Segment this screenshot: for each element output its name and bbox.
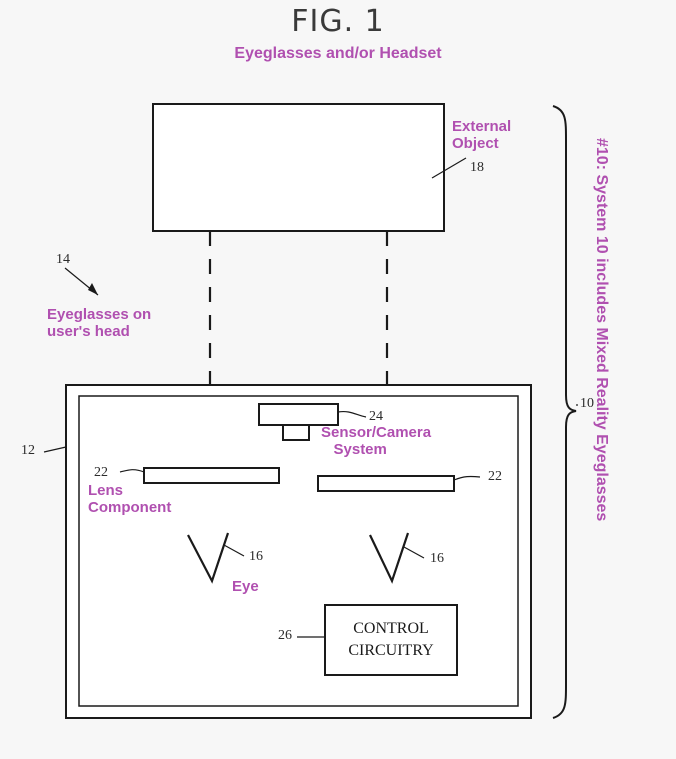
ref-22-right: 22 — [488, 469, 502, 484]
ref-12: 12 — [21, 443, 35, 458]
ref-10: 10 — [580, 396, 594, 411]
control-circuitry-label: CONTROL CIRCUITRY — [348, 620, 434, 659]
annotation-eye: Eye — [232, 578, 259, 595]
leader-14-arrow — [88, 283, 98, 295]
external-object-box — [153, 104, 444, 231]
system-side-label: #10: System 10 includes Mixed Reality Eyeglasses — [593, 138, 610, 522]
ref-14: 14 — [56, 252, 70, 267]
ref-26: 26 — [278, 628, 292, 643]
annotation-eyeglasses-on-head: Eyeglasses on user's head — [47, 306, 152, 341]
lens-right — [318, 476, 454, 491]
ref-22-left: 22 — [94, 465, 108, 480]
annotation-external-object: External Object — [452, 118, 512, 153]
annotation-sensor-camera-system: Sensor/Camera System — [321, 424, 432, 459]
sensor-lens — [283, 425, 309, 440]
lens-left — [144, 468, 279, 483]
ref-24: 24 — [369, 409, 383, 424]
ref-18: 18 — [470, 160, 484, 175]
ref-16-left: 16 — [249, 549, 263, 564]
figure-title: FIG. 1 — [291, 4, 385, 39]
annotation-lens-component: Lens Component — [88, 482, 172, 517]
system-brace — [553, 106, 576, 718]
figure-subtitle: Eyeglasses and/or Headset — [234, 45, 442, 62]
leader-12 — [44, 447, 66, 452]
ref-16-right: 16 — [430, 551, 444, 566]
sensor-body — [259, 404, 338, 425]
